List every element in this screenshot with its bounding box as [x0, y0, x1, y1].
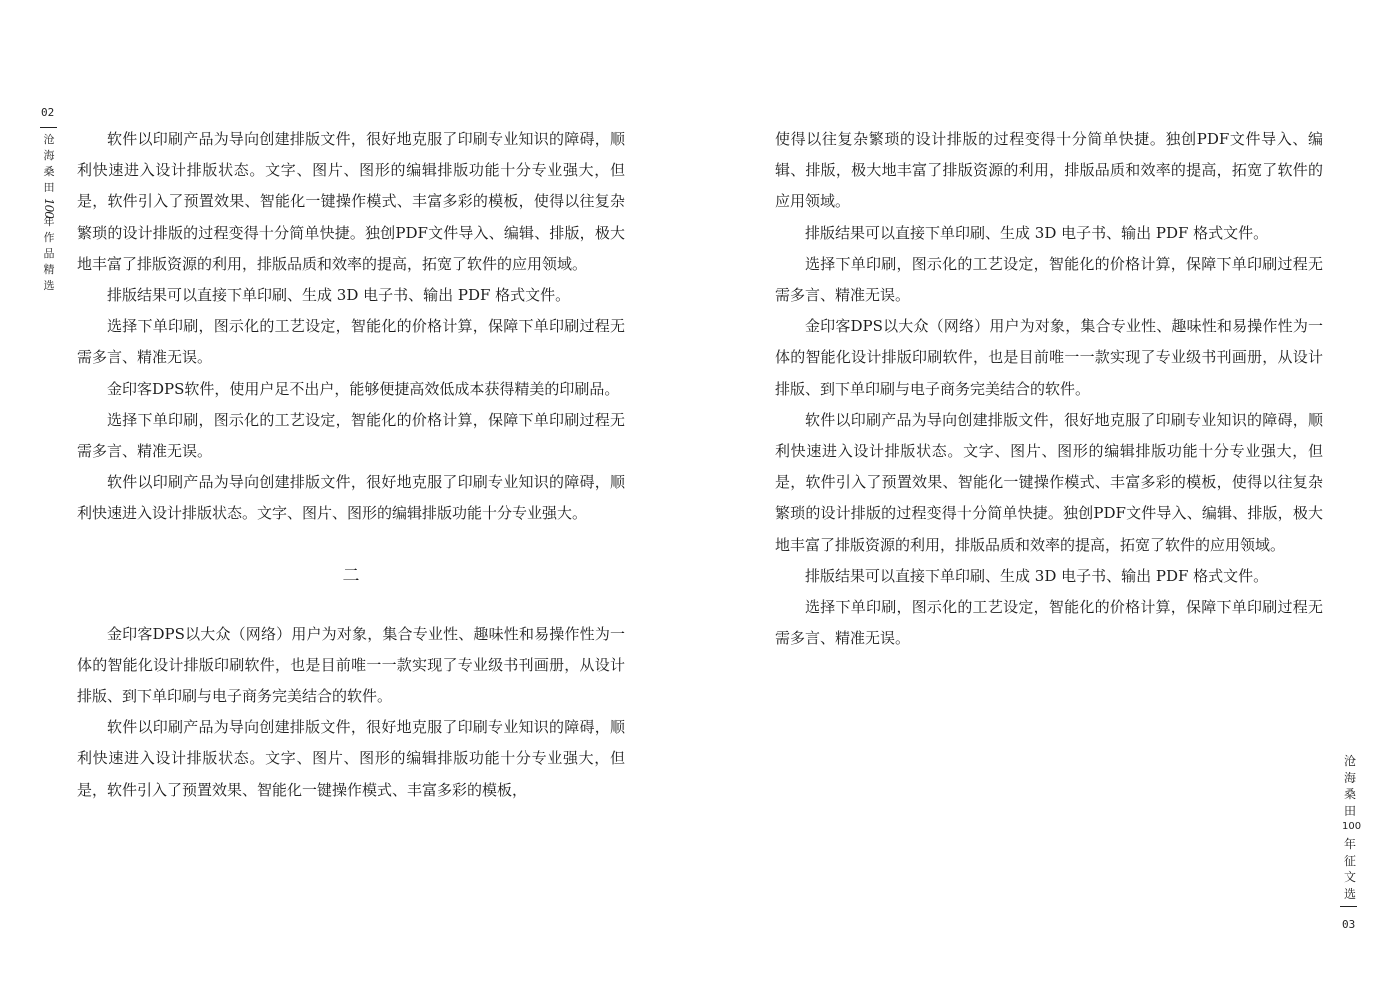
- margin-char: 田: [1343, 803, 1356, 818]
- margin-char: 征: [1343, 853, 1356, 868]
- paragraph: 选择下单印刷，图示化的工艺设定，智能化的价格计算，保障下单印刷过程无需多言、精准无误。: [77, 410, 625, 461]
- margin-rule-left: [40, 127, 57, 128]
- margin-char: 品: [43, 247, 55, 260]
- margin-char: 选: [1343, 886, 1356, 901]
- page-number-right: 03: [1342, 918, 1356, 931]
- margin-char: 田: [43, 181, 55, 194]
- margin-char: 桑: [1343, 787, 1356, 802]
- margin-char: 沧: [43, 133, 55, 146]
- margin-char: 年: [43, 215, 55, 228]
- paragraph: 金印客DPS以大众（网络）用户为对象，集合专业性、趣味性和易操作性为一体的智能化设计排版印刷软件，也是目前唯一一款实现了专业级书刊画册，从设计排版、到下单印刷与电子商务完美结合的软件。: [77, 624, 625, 706]
- margin-char: 沧: [1343, 754, 1356, 768]
- paragraph: 排版结果可以直接下单印刷、生成 3D 电子书、输出 PDF 格式文件。: [805, 566, 1269, 585]
- margin-char: 选: [43, 279, 55, 292]
- margin-char: 文: [1343, 870, 1356, 885]
- paragraph: 软件以印刷产品为导向创建排版文件，很好地克服了印刷专业知识的障碍，顺利快速进入设计排版状态。文字、图片、图形的编辑排版功能十分专业强大，但是，软件引入了预置效果、智能化一键操作模式、丰富多彩的模板，使得以往复杂繁琐的设计排版的过程变得十分简单快捷。独创PDF文件导入、编辑、排版，极大地丰富了排版资源的利用，排版品质和效率的提高，拓宽了软件的应用领域。: [775, 410, 1323, 554]
- margin-char: 海: [1343, 770, 1356, 785]
- paragraph: 选择下单印刷，图示化的工艺设定，智能化的价格计算，保障下单印刷过程无需多言、精准无误。: [77, 317, 625, 367]
- paragraph: 金印客DPS软件，使用户足不出户，能够便捷高效低成本获得精美的印刷品。: [107, 379, 620, 398]
- paragraph-continuation: 使得以往复杂繁琐的设计排版的过程变得十分简单快捷。独创PDF文件导入、编辑、排版，极大地丰富了排版资源的利用，排版品质和效率的提高，拓宽了软件的应用领域。: [775, 130, 1323, 211]
- paragraph: 软件以印刷产品为导向创建排版文件，很好地克服了印刷专业知识的障碍，顺利快速进入设计排版状态。文字、图片、图形的编辑排版功能十分专业强大。: [77, 473, 625, 523]
- right-text-column: [775, 124, 1323, 654]
- paragraph: 软件以印刷产品为导向创建排版文件，很好地克服了印刷专业知识的障碍，顺利快速进入设计排版状态。文字、图片、图形的编辑排版功能十分专业强大，但是，软件引入了预置效果、智能化一键操作模式、丰富多彩的模板，: [77, 718, 625, 799]
- margin-char: 年: [1343, 836, 1356, 851]
- page-number-left: 02: [41, 106, 55, 119]
- paragraph: 排版结果可以直接下单印刷、生成 3D 电子书、输出 PDF 格式文件。: [805, 223, 1269, 242]
- paragraph: 排版结果可以直接下单印刷、生成 3D 电子书、输出 PDF 格式文件。: [107, 286, 571, 305]
- margin-char: 100: [1342, 821, 1362, 833]
- right-page: [699, 0, 1398, 982]
- margin-char: 作: [43, 231, 55, 244]
- margin-char: 100: [42, 198, 56, 218]
- paragraph: 选择下单印刷，图示化的工艺设定，智能化的价格计算，保障下单印刷过程无需多言、精准无误。: [775, 598, 1323, 648]
- margin-char: 海: [43, 149, 55, 162]
- paragraph: 软件以印刷产品为导向创建排版文件，很好地克服了印刷专业知识的障碍，顺利快速进入设计排版状态。文字、图片、图形的编辑排版功能十分专业强大，但是，软件引入了预置效果、智能化一键操作模式、丰富多彩的模板，使得以往复杂繁琐的设计排版的过程变得十分简单快捷。独创PDF文件导入、编辑、排版，极大地丰富了排版资源的利用，排版品质和效率的提高，拓宽了软件的应用领域。: [77, 130, 625, 273]
- margin-char: 桑: [43, 165, 55, 178]
- margin-label-right: [1342, 753, 1362, 902]
- margin-rule-right: [1340, 906, 1357, 907]
- margin-label-left: [42, 132, 56, 294]
- section-heading: 二: [342, 565, 360, 586]
- paragraph: 选择下单印刷，图示化的工艺设定，智能化的价格计算，保障下单印刷过程无需多言、精准无误。: [775, 254, 1323, 305]
- left-text-column: [77, 124, 625, 806]
- margin-char: 精: [43, 263, 55, 276]
- paragraph: 金印客DPS以大众（网络）用户为对象，集合专业性、趣味性和易操作性为一体的智能化设计排版印刷软件，也是目前唯一一款实现了专业级书刊画册，从设计排版、到下单印刷与电子商务完美结合的软件。: [775, 317, 1323, 398]
